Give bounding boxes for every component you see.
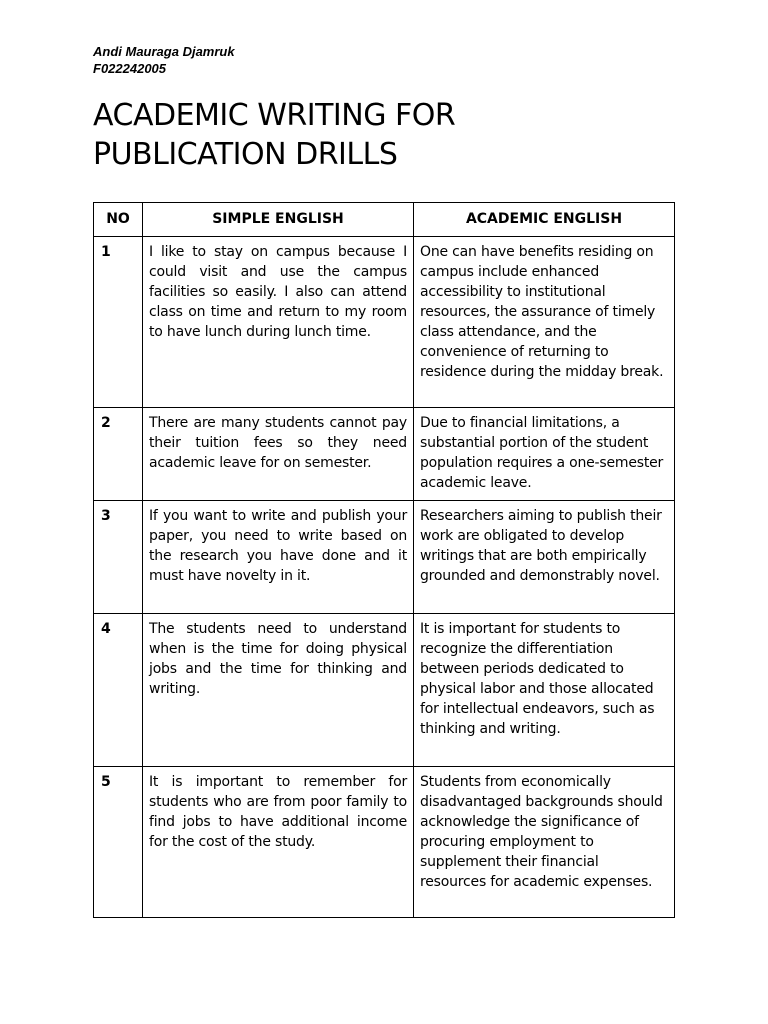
academic-english-cell: One can have benefits residing on campus include enhanced accessibility to institutional resources, the assurance of timely class attendance, and the convenience of returning to residence during the midday break. — [414, 237, 675, 408]
row-number: 1 — [94, 237, 143, 408]
title-line-1: ACADEMIC WRITING FOR — [93, 98, 456, 133]
academic-english-cell: Researchers aiming to publish their work are obligated to develop writings that are both empirically grounded and demonstrably novel. — [414, 501, 675, 614]
table-row — [94, 237, 675, 408]
simple-english-cell: It is important to remember for students who are from poor family to find jobs to have additional income for the cost of the study. — [143, 767, 414, 918]
row-number: 2 — [94, 408, 143, 501]
row-number: 5 — [94, 767, 143, 918]
author-block — [93, 43, 235, 77]
header-simple-english: SIMPLE ENGLISH — [143, 203, 414, 237]
row-number: 4 — [94, 614, 143, 767]
title-line-2: PUBLICATION DRILLS — [93, 137, 398, 172]
table-row — [94, 767, 675, 918]
simple-english-cell: There are many students cannot pay their tuition fees so they need academic leave for on semester. — [143, 408, 414, 501]
row-number: 3 — [94, 501, 143, 614]
academic-english-cell: Students from economically disadvantaged backgrounds should acknowledge the significance of procuring employment to supplement their financial resources for academic expenses. — [414, 767, 675, 918]
header-no: NO — [94, 203, 143, 237]
table-header-row — [94, 203, 675, 237]
simple-english-cell: If you want to write and publish your paper, you need to write based on the research you have done and it must have novelty in it. — [143, 501, 414, 614]
academic-english-cell: It is important for students to recognize the differentiation between periods dedicated to physical labor and those allocated for intellectual endeavors, such as thinking and writing. — [414, 614, 675, 767]
simple-english-cell: The students need to understand when is the time for doing physical jobs and the time for thinking and writing. — [143, 614, 414, 767]
header-academic-english: ACADEMIC ENGLISH — [414, 203, 675, 237]
document-title — [93, 96, 653, 174]
table-row — [94, 501, 675, 614]
table-row — [94, 614, 675, 767]
simple-english-cell: I like to stay on campus because I could visit and use the campus facilities so easily. I also can attend class on time and return to my room to have lunch during lunch time. — [143, 237, 414, 408]
student-id: F022242005 — [93, 61, 167, 76]
table-row — [94, 408, 675, 501]
author-name: Andi Mauraga Djamruk — [93, 44, 235, 59]
drills-table — [93, 202, 675, 918]
academic-english-cell: Due to financial limitations, a substantial portion of the student population requires a one-semester academic leave. — [414, 408, 675, 501]
